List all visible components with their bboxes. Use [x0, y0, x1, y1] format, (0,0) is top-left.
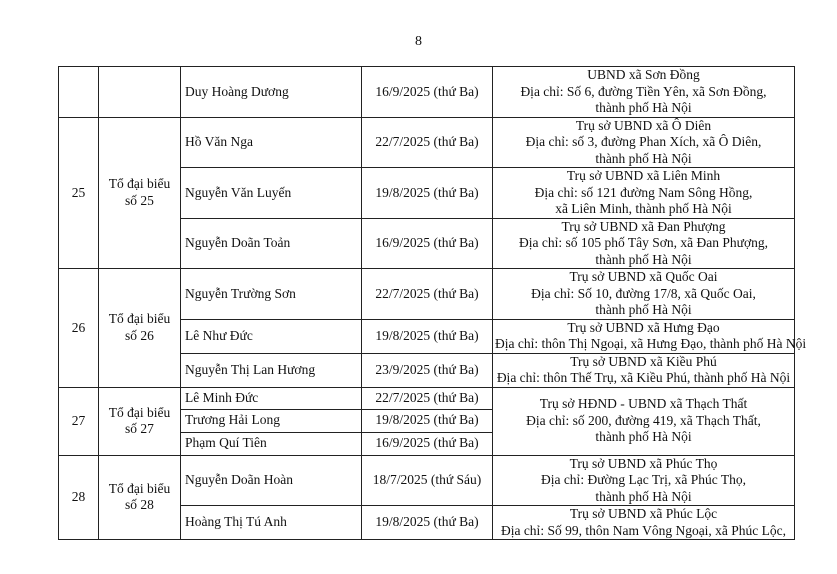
address-line: Địa chỉ: thôn Thị Ngoại, xã Hưng Đạo, thành phố Hà Nội: [495, 336, 807, 351]
address-line: Địa chỉ: thôn Thế Trụ, xã Kiều Phú, thành phố Hà Nội: [496, 370, 791, 385]
delegate-name: Phạm Quí Tiên: [181, 432, 362, 455]
meeting-address: [493, 353, 795, 387]
group-label: Tổ đại biểu: [108, 404, 171, 420]
stt-cell: 25: [59, 117, 99, 269]
meeting-date: 19/8/2025 (thứ Ba): [362, 168, 493, 219]
address-line: Trụ sở UBND xã Hưng Đạo: [567, 319, 720, 335]
meeting-date: 22/7/2025 (thứ Ba): [362, 387, 493, 409]
table-row: [59, 269, 795, 320]
address-line: thành phố Hà Nội: [595, 251, 692, 267]
meeting-date: 22/7/2025 (thứ Ba): [362, 269, 493, 320]
stt-cell: 28: [59, 455, 99, 540]
address-line: Địa chỉ: số 105 phố Tây Sơn, xã Đan Phượng,: [519, 235, 768, 250]
meeting-date: 18/7/2025 (thứ Sáu): [362, 455, 493, 506]
meeting-date: 23/9/2025 (thứ Ba): [362, 353, 493, 387]
delegate-name: Nguyễn Doãn Toản: [181, 218, 362, 269]
delegate-name: Lê Như Đức: [181, 319, 362, 353]
meeting-address: [493, 387, 795, 455]
group-number: số 27: [125, 421, 154, 436]
table-row: [59, 387, 795, 409]
meeting-date: 19/8/2025 (thứ Ba): [362, 319, 493, 353]
delegate-name: Hồ Văn Nga: [181, 117, 362, 168]
address-line: Địa chỉ: Số 6, đường Tiền Yên, xã Sơn Đồng,: [520, 83, 767, 99]
delegate-name: Hoàng Thị Tú Anh: [181, 506, 362, 540]
group-cell: [99, 269, 181, 388]
address-line: Trụ sở UBND xã Kiều Phú: [570, 353, 717, 369]
group-number: số 26: [125, 327, 154, 343]
meeting-address: [493, 319, 807, 353]
delegate-name: Nguyễn Thị Lan Hương: [181, 353, 362, 387]
stt-cell: 26: [59, 269, 99, 388]
meeting-date: 19/8/2025 (thứ Ba): [362, 409, 493, 432]
address-line: Trụ sở UBND xã Quốc Oai: [569, 269, 718, 284]
group-cell: [99, 387, 181, 455]
address-line: Địa chỉ: Số 10, đường 17/8, xã Quốc Oai,: [531, 285, 756, 301]
address-line: thành phố Hà Nội: [595, 488, 692, 504]
meeting-date: 16/9/2025 (thứ Ba): [362, 218, 493, 269]
table-row: [59, 117, 795, 168]
delegate-name: Lê Minh Đức: [181, 387, 362, 409]
table-row: [59, 455, 795, 506]
address-line: Địa chỉ: số 200, đường 419, xã Thạch Thất,: [526, 412, 761, 428]
meeting-date: 16/9/2025 (thứ Ba): [362, 432, 493, 455]
group-cell: [99, 455, 181, 540]
group-number: số 28: [125, 497, 154, 513]
stt-cell: 27: [59, 387, 99, 455]
table-row: [59, 67, 795, 118]
delegate-name: Nguyễn Doãn Hoàn: [181, 455, 362, 506]
stt-cell: [59, 67, 99, 118]
meeting-address: [493, 506, 795, 540]
address-line: xã Liên Minh, thành phố Hà Nội: [555, 201, 732, 216]
address-line: Trụ sở UBND xã Phúc Thọ: [569, 455, 718, 471]
address-line: thành phố Hà Nội: [595, 429, 692, 445]
meeting-address: [493, 168, 795, 219]
address-line: Địa chỉ: Số 99, thôn Nam Vông Ngoại, xã Phúc Lộc,: [500, 522, 787, 538]
meeting-date: 16/9/2025 (thứ Ba): [362, 67, 493, 118]
address-line: Địa chỉ: số 3, đường Phan Xích, xã Ô Diên,: [525, 134, 762, 149]
group-label: Tổ đại biểu: [108, 311, 171, 327]
group-label: Tổ đại biểu: [108, 176, 171, 192]
address-line: Trụ sở UBND xã Liên Minh: [566, 168, 721, 183]
page-number: 8: [415, 34, 422, 49]
meeting-date: 19/8/2025 (thứ Ba): [362, 506, 493, 540]
meeting-date: 22/7/2025 (thứ Ba): [362, 117, 493, 168]
address-line: Trụ sở UBND xã Đan Phượng: [561, 218, 726, 234]
delegate-name: Nguyễn Trường Sơn: [181, 269, 362, 320]
group-label: Tổ đại biểu: [108, 480, 171, 496]
address-line: thành phố Hà Nội: [595, 150, 692, 166]
delegate-name: Trương Hải Long: [181, 409, 362, 432]
address-line: Trụ sở UBND xã Ô Diên: [575, 117, 712, 133]
address-line: Địa chỉ: Đường Lạc Trị, xã Phúc Thọ,: [540, 472, 747, 487]
address-line: thành phố Hà Nội: [595, 100, 692, 115]
meeting-address: [493, 117, 795, 168]
address-line: Địa chỉ: số 121 đường Nam Sông Hồng,: [534, 184, 753, 200]
address-line: Trụ sở UBND xã Phúc Lộc: [569, 506, 718, 521]
delegate-name: Duy Hoàng Dương: [181, 67, 362, 118]
group-cell: [99, 117, 181, 269]
meeting-address: [493, 67, 795, 118]
group-cell: [99, 67, 181, 118]
meeting-address: [493, 218, 795, 269]
address-line: thành phố Hà Nội: [595, 302, 692, 317]
schedule-table: [58, 66, 807, 540]
address-line: Trụ sở HĐND - UBND xã Thạch Thất: [539, 396, 748, 412]
address-line: UBND xã Sơn Đồng: [587, 67, 700, 82]
meeting-address: [493, 269, 795, 320]
delegate-name: Nguyễn Văn Luyến: [181, 168, 362, 219]
group-number: số 25: [125, 192, 154, 208]
meeting-address: [493, 455, 795, 506]
